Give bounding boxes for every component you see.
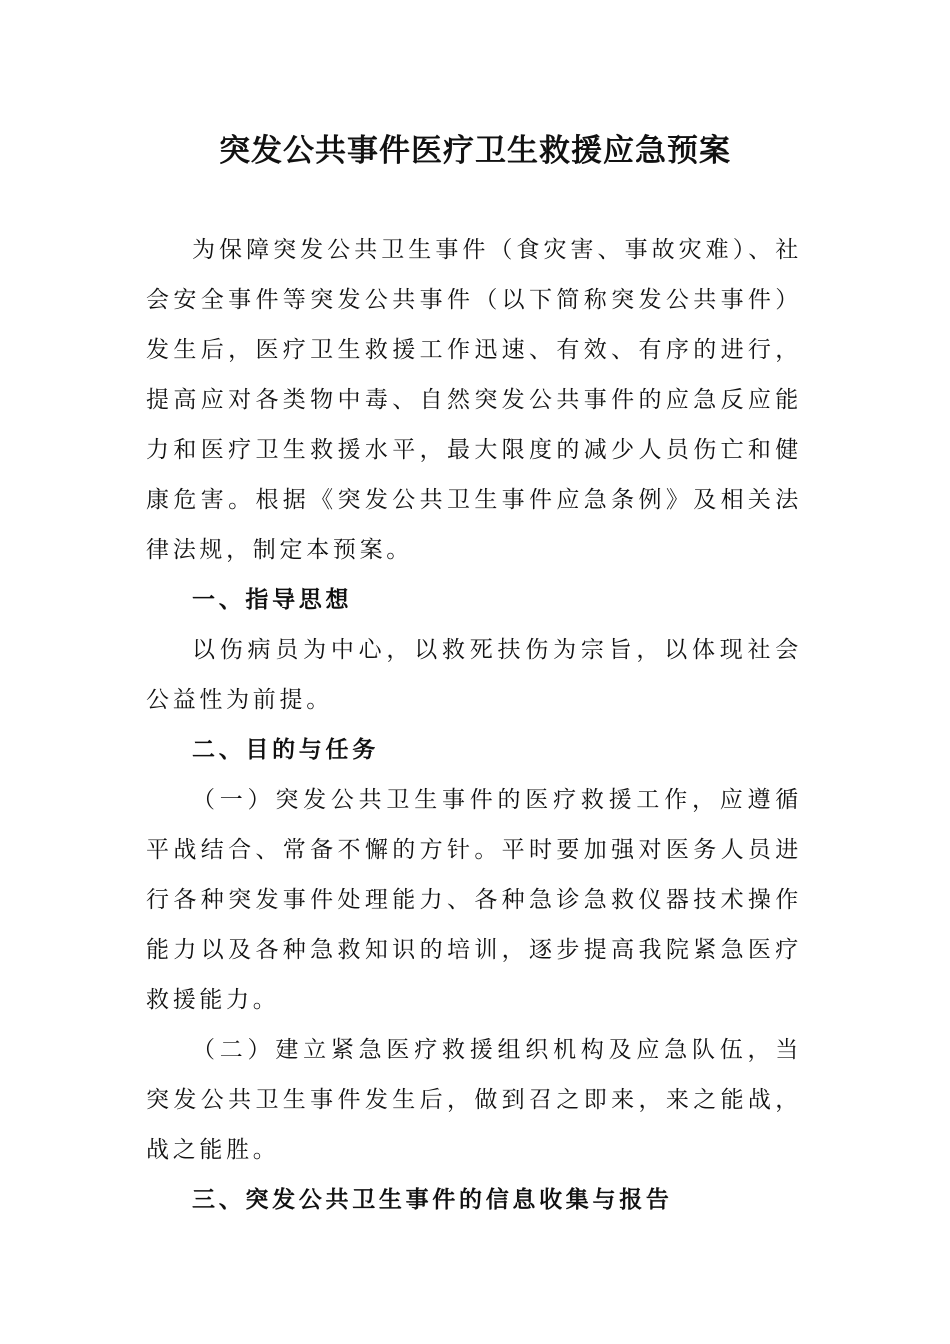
section-paragraph: （二）建立紧急医疗救援组织机构及应急队伍，当突发公共卫生事件发生后，做到召之即来，来之能战，战之能胜。 [146,1037,802,1163]
document-body [146,225,802,1225]
section-paragraph: （一）突发公共卫生事件的医疗救援工作，应遵循平战结合、常备不懈的方针。平时要加强对医务人员进行各种突发事件处理能力、各种急诊急救仪器技术操作能力以及各种急救知识的培训，逐步提高我院紧急医疗救援能力。 [146,787,802,1013]
section-heading-purpose-and-tasks: 二、目的与任务 [192,737,379,763]
document-title: 突发公共事件医疗卫生救援应急预案 [219,133,731,169]
intro-paragraph: 为保障突发公共卫生事件（食灾害、事故灾难）、社会安全事件等突发公共事件（以下简称突发公共事件）发生后，医疗卫生救援工作迅速、有效、有序的进行，提高应对各类物中毒、自然突发公共事件的应急反应能力和医疗卫生救援水平，最大限度的减少人员伤亡和健康危害。根据《突发公共卫生事件应急条例》及相关法律法规，制定本预案。 [146,237,802,563]
section-heading-information-reporting: 三、突发公共卫生事件的信息收集与报告 [192,1187,673,1213]
section-heading-guiding-ideology: 一、指导思想 [192,587,353,613]
section-paragraph: 以伤病员为中心，以救死扶伤为宗旨，以体现社会公益性为前提。 [146,637,802,713]
